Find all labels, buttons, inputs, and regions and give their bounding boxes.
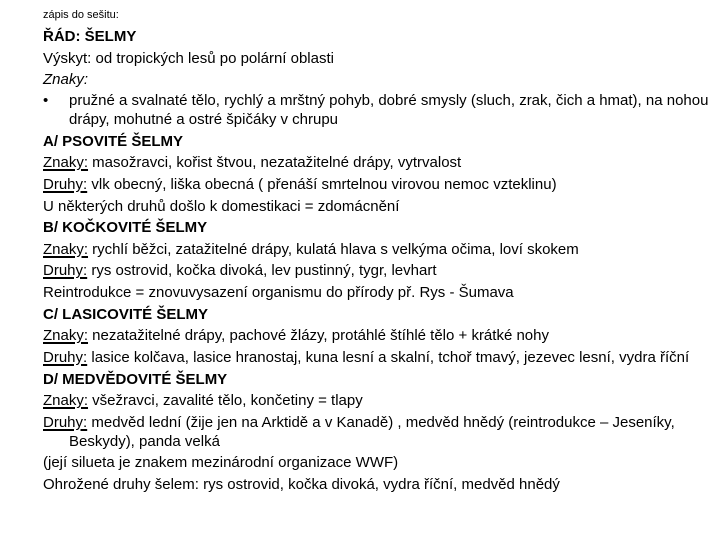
section-d-extra: (její silueta je znakem mezinárodní organizace WWF) (43, 453, 399, 471)
bullet-text: pružné a svalnaté tělo, rychlý a mrštný pohyb, dobré smysly (sluch, zrak, čich a hmat), na nohou drápy, mohutné a ostré špičáky v chrupu (69, 91, 709, 128)
species-text: medvěd lední (žije jen na Arktidě a v Kanadě) , medvěd hnědý (reintrodukce – Jeseníky, Beskydy), panda velká (69, 413, 675, 450)
section-b-extra: Reintrodukce = znovuvysazení organismu do přírody př. Rys - Šumava (43, 283, 514, 301)
section-a-species (43, 174, 713, 196)
traits-text: nezatažitelné drápy, pachové žlázy, protáhlé štíhlé tělo + krátké nohy (88, 327, 549, 345)
traits-text: všežravci, zavalité tělo, končetiny = tlapy (88, 392, 363, 410)
species-label: Druhy: (43, 262, 88, 280)
section-d-traits (43, 390, 713, 412)
traits-label: Znaky: (43, 240, 89, 258)
traits-label: Znaky: (43, 154, 89, 172)
section-a-extra: U některých druhů došlo k domestikaci = zdomácnění (43, 197, 400, 215)
bullet-symbol: • (43, 91, 49, 109)
species-label: Druhy: (43, 348, 88, 366)
endangered-species-line: Ohrožené druhy šelem: rys ostrovid, kočka divoká, vydra říční, medvěd hnědý (43, 475, 560, 493)
section-a-traits (43, 152, 713, 174)
traits-text: masožravci, kořist štvou, nezatažitelné drápy, vytrvalost (88, 154, 462, 172)
traits-heading: Znaky: (43, 71, 89, 89)
document-page (43, 8, 713, 495)
section-c-heading: C/ LASICOVITÉ ŠELMY (43, 305, 209, 323)
species-text: lasice kolčava, lasice hranostaj, kuna lesní a skalní, tchoř tmavý, jezevec lesní, vydra říční (87, 348, 690, 366)
section-b-heading: B/ KOČKOVITÉ ŠELMY (43, 219, 208, 237)
traits-bullet (43, 91, 713, 129)
section-c-traits (43, 325, 713, 347)
section-b-species (43, 260, 713, 282)
header-note: zápis do sešitu: (43, 9, 119, 21)
section-c-species (43, 348, 713, 367)
traits-text: rychlí běžci, zatažitelné drápy, kulatá hlava s velkýma očima, loví skokem (88, 240, 579, 258)
species-text: vlk obecný, liška obecná ( přenáší smrtelnou virovou nemoc vzteklinu) (87, 175, 557, 193)
traits-label: Znaky: (43, 327, 89, 345)
traits-label: Znaky: (43, 392, 89, 410)
species-label: Druhy: (43, 413, 88, 431)
section-d-heading: D/ MEDVĚDOVITÉ ŠELMY (43, 370, 228, 388)
occurrence-line: Výskyt: od tropických lesů po polární oblasti (43, 49, 334, 67)
document-title: ŘÁD: ŠELMY (43, 28, 137, 45)
species-label: Druhy: (43, 175, 88, 193)
section-a-heading: A/ PSOVITÉ ŠELMY (43, 132, 184, 150)
section-b-traits (43, 239, 713, 261)
species-text: rys ostrovid, kočka divoká, lev pustinný, tygr, levhart (87, 262, 437, 280)
section-d-species (43, 413, 713, 451)
